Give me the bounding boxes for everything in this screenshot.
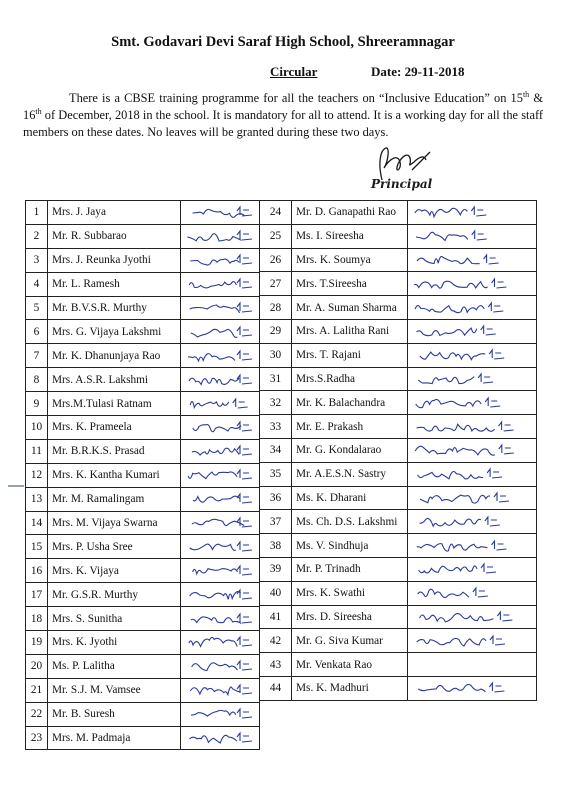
staff-signature-cell [181, 487, 260, 511]
signature-scribble [181, 632, 257, 652]
staff-signature-cell [408, 510, 537, 534]
staff-name: Mrs. K. Swathi [292, 581, 408, 605]
staff-name: Mrs. G. Vijaya Lakshmi [48, 320, 181, 344]
staff-serial-number: 15 [26, 535, 48, 559]
staff-name: Mrs.S.Radha [292, 367, 408, 391]
staff-name: Mrs. A.S.R. Lakshmi [48, 368, 181, 392]
staff-name: Mrs. K. Jyothi [48, 631, 181, 655]
staff-row [26, 272, 260, 296]
staff-name: Mr. M. Ramalingam [48, 487, 181, 511]
staff-serial-number: 14 [26, 511, 48, 535]
staff-signature-cell [181, 201, 260, 225]
staff-signature-cell [181, 535, 260, 559]
staff-name: Mrs. P. Usha Sree [48, 535, 181, 559]
staff-serial-number: 41 [260, 605, 292, 629]
staff-signature-cell [181, 607, 260, 631]
staff-signature-cell [181, 320, 260, 344]
staff-serial-number: 38 [260, 534, 292, 558]
staff-row [260, 248, 537, 272]
signature-scribble [408, 298, 534, 318]
body-text-2: & 16 [23, 91, 543, 122]
staff-name: Ms. K. Madhuri [292, 676, 408, 700]
staff-signature-cell [408, 319, 537, 343]
staff-name: Mrs. T.Sireesha [292, 272, 408, 296]
signature-scribble [408, 536, 534, 556]
staff-serial-number: 22 [26, 702, 48, 726]
staff-name: Mrs. T. Rajani [292, 343, 408, 367]
circular-body [23, 90, 543, 141]
staff-name: Mrs. K. Soumya [292, 248, 408, 272]
staff-row [260, 653, 537, 677]
signature-scribble [408, 512, 534, 532]
staff-table-right [259, 200, 537, 701]
signature-scribble [181, 513, 257, 533]
signature-scribble [408, 678, 534, 698]
signature-scribble [408, 274, 534, 294]
staff-row [260, 534, 537, 558]
staff-row [260, 438, 537, 462]
staff-signature-cell [181, 248, 260, 272]
staff-name: Mr. K. Dhanunjaya Rao [48, 344, 181, 368]
staff-name: Mrs. K. Kantha Kumari [48, 463, 181, 487]
staff-serial-number: 29 [260, 319, 292, 343]
staff-serial-number: 1 [26, 201, 48, 225]
staff-serial-number: 39 [260, 557, 292, 581]
staff-serial-number: 2 [26, 224, 48, 248]
staff-signature-cell [408, 486, 537, 510]
staff-row [26, 607, 260, 631]
signature-scribble [181, 441, 257, 461]
staff-row [26, 631, 260, 655]
signature-scribble [181, 202, 257, 222]
staff-name: Mr. S.J. M. Vamsee [48, 678, 181, 702]
staff-signature-cell [181, 224, 260, 248]
staff-serial-number: 43 [260, 653, 292, 677]
staff-signature-cell [181, 726, 260, 750]
staff-signature-cell [181, 272, 260, 296]
staff-signature-cell [408, 415, 537, 439]
staff-name: Mrs. K. Prameela [48, 416, 181, 440]
staff-name: Mr. Venkata Rao [292, 653, 408, 677]
stray-pen-mark [6, 482, 26, 490]
staff-signature-cell [181, 511, 260, 535]
staff-serial-number: 25 [260, 224, 292, 248]
staff-name: Ms. V. Sindhuja [292, 534, 408, 558]
staff-row [26, 392, 260, 416]
staff-row [26, 368, 260, 392]
signature-scribble [181, 489, 257, 509]
staff-serial-number: 19 [26, 631, 48, 655]
staff-row [26, 487, 260, 511]
staff-serial-number: 18 [26, 607, 48, 631]
staff-signature-cell [408, 534, 537, 558]
staff-name: Mr. B.R.K.S. Prasad [48, 439, 181, 463]
body-text-3: of December, 2018 in the school. It is mandatory for all to attend. It is a working day for all the staff members on these dates. No leaves will be granted during these two days. [23, 108, 543, 139]
staff-serial-number: 23 [26, 726, 48, 750]
staff-row [260, 557, 537, 581]
staff-signature-cell [408, 296, 537, 320]
staff-name: Mrs. M. Padmaja [48, 726, 181, 750]
staff-name: Mrs. S. Sunitha [48, 607, 181, 631]
staff-name: Ms. I. Sireesha [292, 224, 408, 248]
staff-row [260, 367, 537, 391]
staff-serial-number: 30 [260, 343, 292, 367]
signature-scribble [408, 321, 534, 341]
signature-scribble [181, 680, 257, 700]
signature-scribble [181, 704, 257, 724]
staff-name: Mr. G.S.R. Murthy [48, 583, 181, 607]
signature-scribble [181, 346, 257, 366]
signature-scribble [181, 417, 257, 437]
staff-name: Mr. B.V.S.R. Murthy [48, 296, 181, 320]
signature-scribble [181, 250, 257, 270]
staff-row [260, 224, 537, 248]
signature-scribble [408, 369, 534, 389]
signature-scribble [408, 607, 534, 627]
staff-name: Mrs. M. Vijaya Swarna [48, 511, 181, 535]
staff-row [260, 296, 537, 320]
signature-scribble [408, 250, 534, 270]
staff-signature-cell [181, 296, 260, 320]
staff-signature-cell [408, 629, 537, 653]
staff-row [260, 272, 537, 296]
staff-name: Mr. A. Suman Sharma [292, 296, 408, 320]
staff-name: Mrs. K. Vijaya [48, 559, 181, 583]
staff-signature-cell [408, 248, 537, 272]
staff-row [26, 511, 260, 535]
staff-serial-number: 28 [260, 296, 292, 320]
staff-serial-number: 20 [26, 654, 48, 678]
staff-serial-number: 6 [26, 320, 48, 344]
staff-serial-number: 21 [26, 678, 48, 702]
staff-serial-number: 4 [26, 272, 48, 296]
staff-serial-number: 32 [260, 391, 292, 415]
signature-scribble [408, 631, 534, 651]
staff-signature-cell [408, 438, 537, 462]
staff-serial-number: 24 [260, 201, 292, 225]
staff-signature-cell [181, 368, 260, 392]
staff-name: Mr. G. Kondalarao [292, 438, 408, 462]
staff-signature-cell [181, 654, 260, 678]
signature-scribble [408, 464, 534, 484]
signature-scribble [181, 537, 257, 557]
staff-row [260, 391, 537, 415]
staff-row [260, 462, 537, 486]
staff-name: Mr. E. Prakash [292, 415, 408, 439]
staff-row [26, 654, 260, 678]
staff-row [260, 510, 537, 534]
signature-scribble [181, 585, 257, 605]
staff-signature-cell [408, 462, 537, 486]
staff-signature-cell [181, 416, 260, 440]
staff-serial-number: 17 [26, 583, 48, 607]
staff-serial-number: 44 [260, 676, 292, 700]
staff-row [260, 201, 537, 225]
staff-serial-number: 42 [260, 629, 292, 653]
staff-signature-cell [181, 559, 260, 583]
signature-scribble [408, 226, 534, 246]
staff-serial-number: 11 [26, 439, 48, 463]
staff-row [26, 583, 260, 607]
staff-row [260, 319, 537, 343]
staff-name: Mr. R. Subbarao [48, 224, 181, 248]
signature-scribble [408, 417, 534, 437]
signature-scribble [408, 488, 534, 508]
staff-serial-number: 10 [26, 416, 48, 440]
staff-serial-number: 33 [260, 415, 292, 439]
staff-name: Mr. L. Ramesh [48, 272, 181, 296]
staff-serial-number: 37 [260, 510, 292, 534]
staff-row [26, 535, 260, 559]
staff-row [26, 201, 260, 225]
signature-scribble [181, 465, 257, 485]
staff-name: Mr. P. Trinadh [292, 557, 408, 581]
signature-scribble [408, 202, 534, 222]
staff-name: Mrs. J. Reunka Jyothi [48, 248, 181, 272]
signature-scribble [181, 609, 257, 629]
staff-row [26, 344, 260, 368]
body-sup-1: th [522, 89, 530, 99]
staff-signature-cell [181, 344, 260, 368]
signature-scribble [408, 440, 534, 460]
signature-scribble [181, 394, 257, 414]
staff-name: Mr. G. Siva Kumar [292, 629, 408, 653]
staff-serial-number: 8 [26, 368, 48, 392]
staff-signature-cell [181, 392, 260, 416]
staff-name: Ms. K. Dharani [292, 486, 408, 510]
staff-serial-number: 12 [26, 463, 48, 487]
staff-signature-cell [408, 653, 537, 677]
staff-serial-number: 5 [26, 296, 48, 320]
staff-row [260, 676, 537, 700]
staff-signature-cell [408, 224, 537, 248]
principal-signature [368, 144, 438, 202]
staff-row [260, 486, 537, 510]
principal-label: Principal [371, 177, 433, 191]
signature-scribble [181, 274, 257, 294]
staff-signature-cell [408, 605, 537, 629]
staff-serial-number: 3 [26, 248, 48, 272]
staff-row [26, 439, 260, 463]
staff-row [260, 415, 537, 439]
staff-name: Mrs.M.Tulasi Ratnam [48, 392, 181, 416]
staff-row [260, 605, 537, 629]
staff-signature-cell [408, 201, 537, 225]
staff-table-left [25, 200, 260, 750]
staff-row [260, 343, 537, 367]
staff-name: Mrs. D. Sireesha [292, 605, 408, 629]
staff-signature-cell [408, 367, 537, 391]
signature-scribble [181, 656, 257, 676]
staff-signature-cell [408, 391, 537, 415]
staff-serial-number: 34 [260, 438, 292, 462]
signature-scribble [181, 728, 257, 748]
staff-serial-number: 40 [260, 581, 292, 605]
staff-signature-cell [408, 581, 537, 605]
staff-serial-number: 27 [260, 272, 292, 296]
signature-scribble [181, 322, 257, 342]
signature-scribble [181, 226, 257, 246]
staff-row [26, 248, 260, 272]
staff-serial-number: 9 [26, 392, 48, 416]
staff-serial-number: 16 [26, 559, 48, 583]
staff-serial-number: 13 [26, 487, 48, 511]
staff-signature-cell [408, 676, 537, 700]
signature-scribble [408, 345, 534, 365]
staff-row [26, 678, 260, 702]
staff-name: Ms. Ch. D.S. Lakshmi [292, 510, 408, 534]
staff-serial-number: 26 [260, 248, 292, 272]
staff-name: Ms. P. Lalitha [48, 654, 181, 678]
staff-signature-cell [408, 557, 537, 581]
staff-row [26, 726, 260, 750]
staff-name: Mr. D. Ganapathi Rao [292, 201, 408, 225]
staff-name: Mr. A.E.S.N. Sastry [292, 462, 408, 486]
staff-signature-cell [408, 272, 537, 296]
staff-name: Mr. B. Suresh [48, 702, 181, 726]
staff-serial-number: 7 [26, 344, 48, 368]
circular-date: Date: 29-11-2018 [371, 64, 465, 79]
signature-scribble [408, 559, 534, 579]
signature-scribble [181, 370, 257, 390]
staff-signature-cell [181, 439, 260, 463]
signature-scribble [408, 583, 534, 603]
staff-row [26, 702, 260, 726]
staff-row [26, 320, 260, 344]
staff-row [260, 629, 537, 653]
staff-row [26, 296, 260, 320]
signature-scribble [408, 393, 534, 413]
signature-scribble [181, 561, 257, 581]
staff-name: Mrs. A. Lalitha Rani [292, 319, 408, 343]
staff-row [26, 416, 260, 440]
staff-signature-cell [408, 343, 537, 367]
circular-heading: Circular [270, 64, 318, 79]
body-text-1: There is a CBSE training programme for all the teachers on “Inclusive Education” on 15 [69, 91, 523, 105]
staff-row [26, 559, 260, 583]
staff-signature-cell [181, 463, 260, 487]
staff-row [260, 581, 537, 605]
staff-signature-cell [181, 702, 260, 726]
staff-name: Mrs. J. Jaya [48, 201, 181, 225]
staff-serial-number: 31 [260, 367, 292, 391]
staff-signature-cell [181, 631, 260, 655]
signature-scribble [181, 298, 257, 318]
staff-serial-number: 36 [260, 486, 292, 510]
staff-serial-number: 35 [260, 462, 292, 486]
staff-row [26, 463, 260, 487]
staff-row [26, 224, 260, 248]
staff-signature-cell [181, 678, 260, 702]
body-sup-2: th [35, 106, 42, 116]
school-name: Smt. Godavari Devi Saraf High School, Shreeramnagar [111, 34, 455, 50]
staff-name: Mr. K. Balachandra [292, 391, 408, 415]
staff-signature-cell [181, 583, 260, 607]
